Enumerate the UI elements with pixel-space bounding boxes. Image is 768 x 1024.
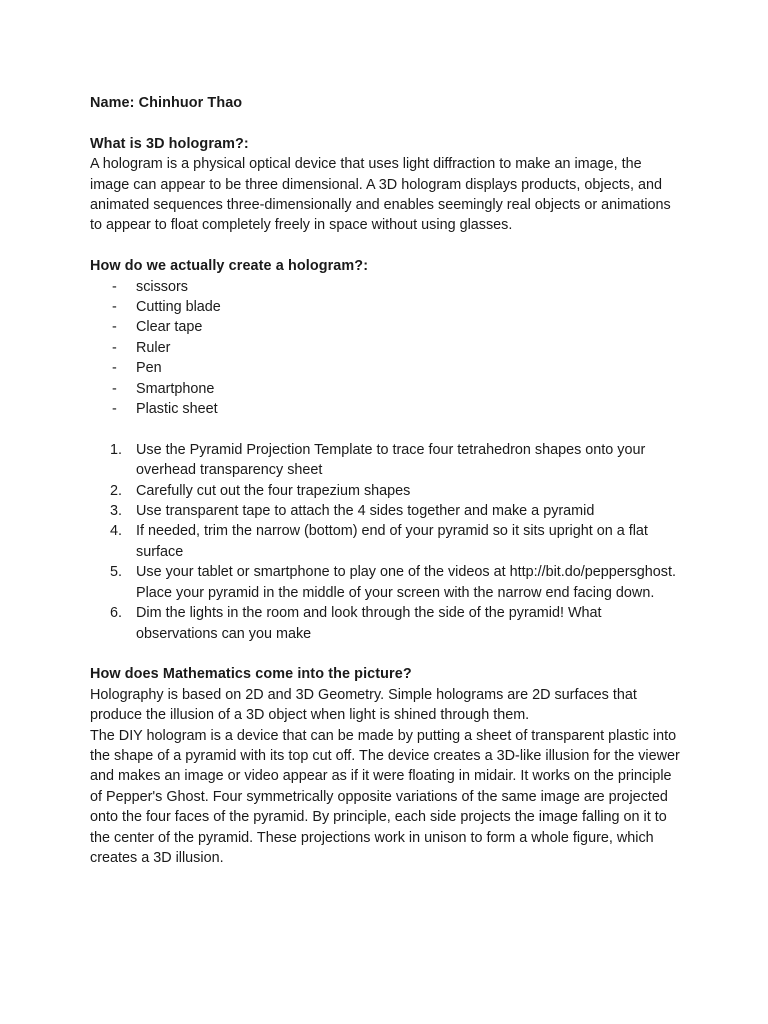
spacer [90, 113, 680, 133]
section-heading-mathematics: How does Mathematics come into the picture? [90, 666, 412, 683]
step-text: Use the Pyramid Projection Template to trace four tetrahedron shapes onto your overhead transparency sheet [136, 441, 646, 479]
dash-marker: - [112, 380, 117, 397]
document-page [90, 93, 680, 868]
dash-marker: - [112, 401, 117, 418]
spacer [90, 644, 680, 664]
dash-marker: - [112, 319, 117, 336]
list-item [90, 399, 680, 419]
materials-list [90, 277, 680, 420]
section-body-mathematics-detail: The DIY hologram is a device that can be made by putting a sheet of transparent plastic into the shape of a pyramid with its top cut off. The device creates a 3D-like illusion for the viewer and makes an image or video appear as if it were floating in midair. It works on the principle of Pepper's Ghost. Four symmetrically opposite variations of the same image are projected onto the four faces of the pyramid. By principle, each side projects the image falling on it to the center of the pyramid. These projections work in unison to form a whole figure, which creates a 3D illusion. [90, 727, 680, 866]
material-label: Cutting blade [136, 299, 221, 316]
list-item [90, 358, 680, 378]
spacer [90, 419, 680, 439]
step-text: Use transparent tape to attach the 4 sides together and make a pyramid [136, 503, 595, 520]
step-text: If needed, trim the narrow (bottom) end of your pyramid so it sits upright on a flat surface [136, 523, 648, 560]
dash-marker: - [112, 360, 117, 377]
list-item [90, 379, 680, 399]
step-text: Use your tablet or smartphone to play one of the videos at http://bit.do/peppersghost. Place your pyramid in the middle of your screen with the narrow end facing down. [136, 564, 676, 601]
list-item [90, 297, 680, 317]
step-number: 2. [110, 482, 123, 499]
step-number: 1. [110, 441, 123, 458]
steps-list [90, 440, 680, 644]
section-heading-what-is-hologram: What is 3D hologram?: [90, 135, 249, 152]
material-label: scissors [136, 278, 188, 295]
step-number: 3. [110, 503, 123, 520]
material-label: Pen [136, 360, 162, 377]
dash-marker: - [112, 278, 117, 295]
step-number: 4. [110, 523, 123, 540]
list-item [90, 603, 680, 644]
list-item [90, 440, 680, 481]
material-label: Smartphone [136, 380, 215, 397]
step-text: Dim the lights in the room and look through the side of the pyramid! What observations can you make [136, 605, 602, 642]
list-item [90, 317, 680, 337]
spacer [90, 236, 680, 256]
list-item [90, 501, 680, 521]
step-text: Carefully cut out the four trapezium shapes [136, 482, 411, 499]
list-item [90, 562, 680, 603]
dash-marker: - [112, 339, 117, 356]
material-label: Clear tape [136, 319, 203, 336]
material-label: Plastic sheet [136, 401, 218, 418]
section-heading-create-hologram: How do we actually create a hologram?: [90, 258, 369, 275]
list-item [90, 521, 680, 562]
student-name: Name: Chinhuor Thao [90, 95, 243, 111]
step-number: 5. [110, 564, 123, 581]
list-item [90, 338, 680, 358]
section-body-mathematics-intro: Holography is based on 2D and 3D Geometry. Simple holograms are 2D surfaces that produce the illusion of a 3D object when light is shined through them. [90, 686, 637, 724]
list-item [90, 481, 680, 501]
material-label: Ruler [136, 339, 171, 356]
section-body-what-is-hologram: A hologram is a physical optical device that uses light diffraction to make an image, the image can appear to be three dimensional. A 3D hologram displays products, objects, and animated sequences three-dimensionally and enables seemingly real objects or animations to appear to float completely freely in space without using glasses. [90, 156, 671, 234]
step-number: 6. [110, 605, 123, 622]
list-item [90, 277, 680, 297]
dash-marker: - [112, 299, 117, 316]
